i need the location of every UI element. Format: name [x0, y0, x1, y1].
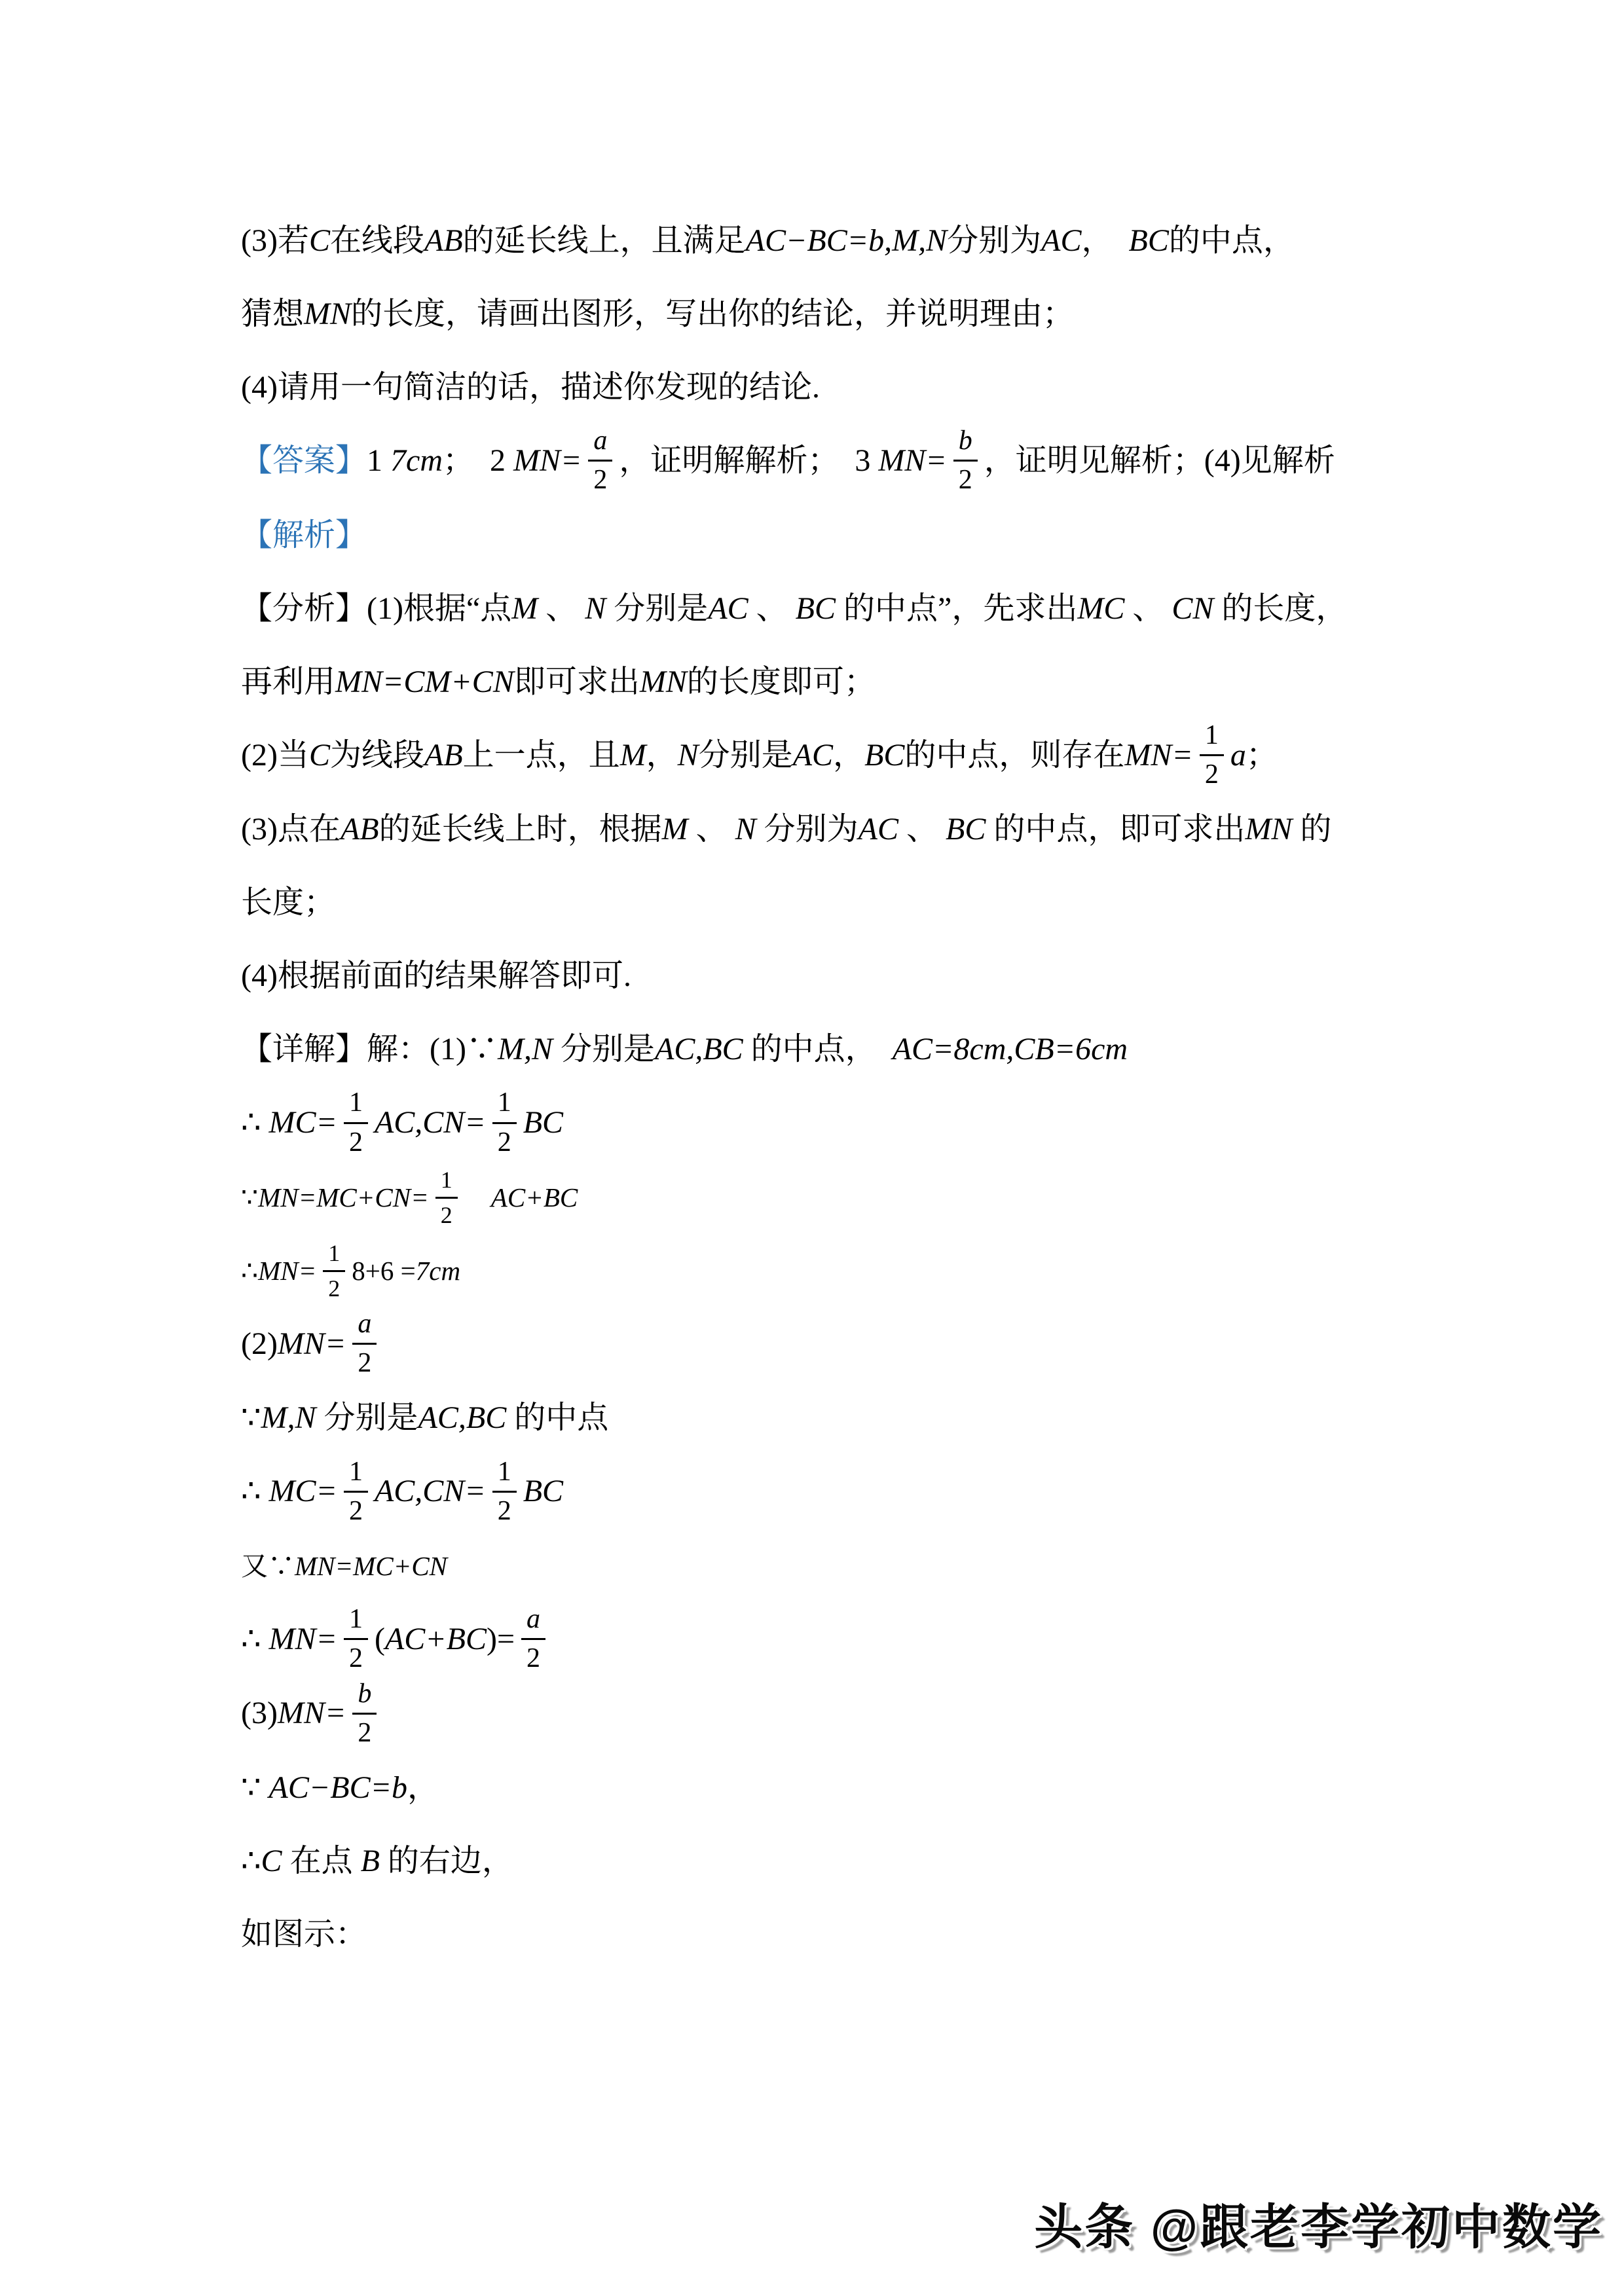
detail-part1-midpoints [241, 1086, 1420, 1161]
text-segment: 即可求出 [513, 664, 640, 699]
detail-part2-claim [241, 1307, 1420, 1382]
problem-part4-line [241, 351, 1420, 424]
analysis-part3-line2 [241, 866, 1420, 939]
text-segment: ； 2 [442, 443, 513, 478]
answer-line [241, 424, 1420, 499]
text-segment: 分别是 [606, 591, 709, 626]
math-segment: AC,BC [418, 1400, 507, 1436]
fraction-denominator: 2 [358, 1348, 372, 1379]
text-segment: 又∵ [241, 1550, 295, 1581]
fraction-denominator: 2 [440, 1201, 452, 1228]
fraction-denominator: 2 [348, 1495, 363, 1526]
fraction [352, 1309, 377, 1379]
math-segment: MN= [268, 1621, 337, 1656]
math-segment: MN= [277, 1696, 346, 1731]
fraction-numerator: a [588, 426, 612, 462]
math-segment: MN= [258, 1255, 317, 1286]
watermark-text: 头条 @跟老李学初中数学 [1034, 2200, 1603, 2254]
fraction [435, 1167, 458, 1228]
math-segment: MC= [268, 1474, 337, 1509]
math-segment: C [308, 223, 330, 258]
fraction-numerator: 1 [435, 1167, 458, 1198]
text-segment: 的中点， [743, 1032, 893, 1067]
fraction-numerator: b [953, 426, 978, 462]
math-segment: AC [1041, 223, 1082, 258]
math-segment: MN=MC+CN= [258, 1182, 429, 1212]
text-segment: 猜想 [241, 297, 304, 331]
fraction [323, 1240, 345, 1302]
text-segment: (3) [241, 1696, 278, 1731]
math-segment: MN [1245, 812, 1293, 847]
problem-part3-line1 [241, 204, 1420, 278]
text-segment: 在线段 [330, 223, 425, 258]
fraction-denominator: 2 [497, 1127, 511, 1157]
text-segment: )= [486, 1621, 515, 1656]
math-segment: AC+BC [384, 1621, 487, 1656]
math-segment: AC,CN= [374, 1474, 486, 1509]
analysis-label-line [241, 499, 1420, 572]
text-segment: 分别为 [947, 223, 1042, 258]
fraction-numerator: 1 [492, 1457, 517, 1493]
text-segment: (3)若 [241, 223, 309, 258]
detail-part2-also [241, 1529, 1420, 1603]
text-segment: 分别是 [552, 1032, 655, 1067]
math-segment: CN [1172, 591, 1214, 626]
math-segment: BC [946, 812, 986, 847]
fraction-denominator: 2 [358, 1717, 372, 1748]
math-segment: N [677, 737, 699, 773]
detail-part2-midpoints [241, 1455, 1420, 1529]
text-segment: 的中点 [506, 1400, 609, 1436]
text-segment: (3)点在 [241, 812, 341, 847]
math-segment: AC+BC [490, 1182, 578, 1212]
math-segment: N [585, 591, 606, 626]
text-segment: ∴ [241, 1843, 261, 1878]
math-segment: a [1230, 737, 1246, 773]
math-segment: MN=MC+CN [295, 1550, 448, 1581]
text-segment: 的长度， [1213, 591, 1348, 626]
math-segment: 7cm [415, 1255, 461, 1286]
detail-part1-result [241, 1234, 1420, 1307]
text-segment: ∴ [241, 1255, 259, 1286]
text-segment: 长度； [241, 885, 336, 920]
fraction-denominator: 2 [328, 1275, 341, 1302]
fraction-numerator: 1 [344, 1604, 368, 1640]
fraction-numerator: 1 [344, 1457, 368, 1493]
analysis-part1-line2 [241, 646, 1420, 719]
detail-part1-sum [241, 1161, 1420, 1234]
text-segment: 、 [688, 812, 735, 847]
math-segment: AB [424, 737, 463, 773]
math-segment: M [661, 812, 688, 847]
text-segment: ， [1081, 223, 1129, 258]
text-segment [464, 1182, 491, 1212]
math-segment: B [360, 1843, 380, 1878]
text-segment: 【详解】解：(1)∵ [241, 1032, 498, 1067]
text-segment: 的中点”，先求出 [836, 591, 1078, 626]
text-segment: (2)当 [241, 737, 309, 773]
math-segment: AC,BC [655, 1032, 743, 1067]
math-segment: M,N [497, 1032, 553, 1067]
math-segment: AB [424, 223, 463, 258]
math-segment: AC [708, 591, 748, 626]
math-segment: 7cm [390, 443, 443, 478]
detail-part2-result [241, 1603, 1420, 1677]
text-segment: ∵ [241, 1182, 259, 1212]
math-segment: C [308, 737, 330, 773]
text-segment: 1 [367, 443, 391, 478]
fraction-numerator: a [521, 1604, 545, 1640]
fraction-denominator: 2 [348, 1643, 363, 1674]
text-segment: 、 [1124, 591, 1172, 626]
math-segment: AC=8cm,CB=6cm [892, 1032, 1128, 1067]
detail-part2-because [241, 1381, 1420, 1455]
math-segment: AC,CN= [374, 1105, 486, 1140]
math-segment: MN= [878, 443, 947, 478]
fraction [588, 426, 612, 496]
text-segment: 分别是 [316, 1400, 418, 1436]
fraction-denominator: 2 [958, 465, 972, 496]
fraction [344, 1604, 368, 1674]
math-segment: C [261, 1843, 282, 1878]
math-segment: MN= [513, 443, 582, 478]
fraction-numerator: a [352, 1309, 377, 1345]
fraction-numerator: 1 [1200, 720, 1224, 756]
math-segment: AC−BC=b,M,N [745, 223, 948, 258]
fraction [492, 1087, 517, 1157]
text-segment: ( [374, 1621, 385, 1656]
text-segment: 再利用 [241, 664, 336, 699]
text-segment: (4)根据前面的结果解答即可. [241, 958, 631, 994]
math-segment: M,N [261, 1400, 316, 1436]
text-segment: 的延长线上，且满足 [462, 223, 746, 258]
text-segment: 的长度，请画出图形，写出你的结论，并说明理由； [351, 297, 1075, 331]
text-segment: ∵ [241, 1770, 269, 1805]
text-segment: 上一点，且 [462, 737, 620, 773]
fraction-numerator: 1 [344, 1087, 368, 1123]
text-segment: 、 [748, 591, 796, 626]
figure-caption [241, 1898, 1420, 1971]
text-segment: 【分析】(1)根据“点 [241, 591, 512, 626]
text-segment: ， [407, 1770, 439, 1805]
detail-part3-claim [241, 1677, 1420, 1751]
text-segment: ， [646, 737, 678, 773]
detail-part1-given [241, 1013, 1420, 1086]
text-segment: 在点 [282, 1843, 361, 1878]
text-segment: 分别是 [698, 737, 793, 773]
fraction-denominator: 2 [348, 1127, 363, 1157]
text-segment: 【解析】 [241, 517, 367, 553]
math-segment: MC= [268, 1105, 337, 1140]
analysis-part1-line1 [241, 572, 1420, 646]
math-segment: BC [795, 591, 836, 626]
fraction [1200, 720, 1224, 790]
fraction-numerator: 1 [323, 1240, 345, 1271]
fraction-numerator: 1 [492, 1087, 517, 1123]
text-segment: 的中点， [1168, 223, 1295, 258]
text-segment: ，证明见解析；(4)见解析 [984, 443, 1335, 478]
fraction [953, 426, 978, 496]
math-segment: AC [792, 737, 834, 773]
text-segment: 的延长线上时，根据 [378, 812, 662, 847]
math-segment: AC−BC=b [268, 1770, 407, 1805]
math-segment: BC [523, 1474, 564, 1509]
text-segment: 【答案】 [241, 443, 367, 478]
math-segment: MN=CM+CN [335, 664, 514, 699]
math-segment: N [735, 812, 756, 847]
fraction [352, 1679, 377, 1749]
math-segment: AC [858, 812, 899, 847]
text-segment: 8+6 = [352, 1255, 416, 1286]
analysis-part4-line [241, 939, 1420, 1013]
fraction-numerator: b [352, 1679, 377, 1715]
fraction-denominator: 2 [526, 1643, 541, 1674]
math-segment: MN [304, 297, 352, 331]
text-segment: ∵ [241, 1400, 261, 1436]
text-segment: ， [833, 737, 865, 773]
text-segment: ； [1246, 737, 1278, 773]
fraction [344, 1087, 368, 1157]
text-segment: 分别为 [756, 812, 858, 847]
math-segment: AB [340, 812, 379, 847]
fraction [344, 1457, 368, 1527]
fraction-denominator: 2 [497, 1495, 511, 1526]
math-segment: M [511, 591, 538, 626]
math-segment: MN= [277, 1326, 346, 1361]
text-segment: 、 [898, 812, 946, 847]
analysis-part2-line [241, 719, 1420, 793]
document-body [241, 204, 1420, 1971]
text-segment: 、 [538, 591, 585, 626]
analysis-part3-line1 [241, 793, 1420, 866]
math-segment: BC [1128, 223, 1169, 258]
math-segment: BC [864, 737, 905, 773]
text-segment: (2) [241, 1326, 278, 1361]
text-segment: ∴ [241, 1474, 269, 1509]
math-segment: MC [1077, 591, 1125, 626]
text-segment: ，证明解解析； 3 [619, 443, 879, 478]
text-segment: 为线段 [330, 737, 425, 773]
text-segment: 的 [1292, 812, 1332, 847]
fraction-denominator: 2 [593, 465, 608, 496]
math-segment: MN= [1124, 737, 1193, 773]
text-segment: ∴ [241, 1621, 269, 1656]
text-segment: (4)请用一句简洁的话，描述你发现的结论. [241, 370, 820, 405]
fraction [521, 1604, 545, 1674]
math-segment: MN [639, 664, 687, 699]
math-segment: BC [523, 1105, 564, 1140]
text-segment: 的右边， [379, 1843, 513, 1878]
text-segment: 如图示： [241, 1916, 367, 1952]
math-segment: M [619, 737, 646, 773]
problem-part3-line2 [241, 278, 1420, 351]
text-segment: 的中点，即可求出 [986, 812, 1246, 847]
fraction-denominator: 2 [1204, 759, 1219, 790]
fraction [492, 1457, 517, 1527]
text-segment: 的长度即可； [686, 664, 876, 699]
text-segment: 的中点，则存在 [904, 737, 1125, 773]
detail-part3-so [241, 1825, 1420, 1898]
text-segment: ∴ [241, 1105, 269, 1140]
detail-part3-because [241, 1751, 1420, 1825]
